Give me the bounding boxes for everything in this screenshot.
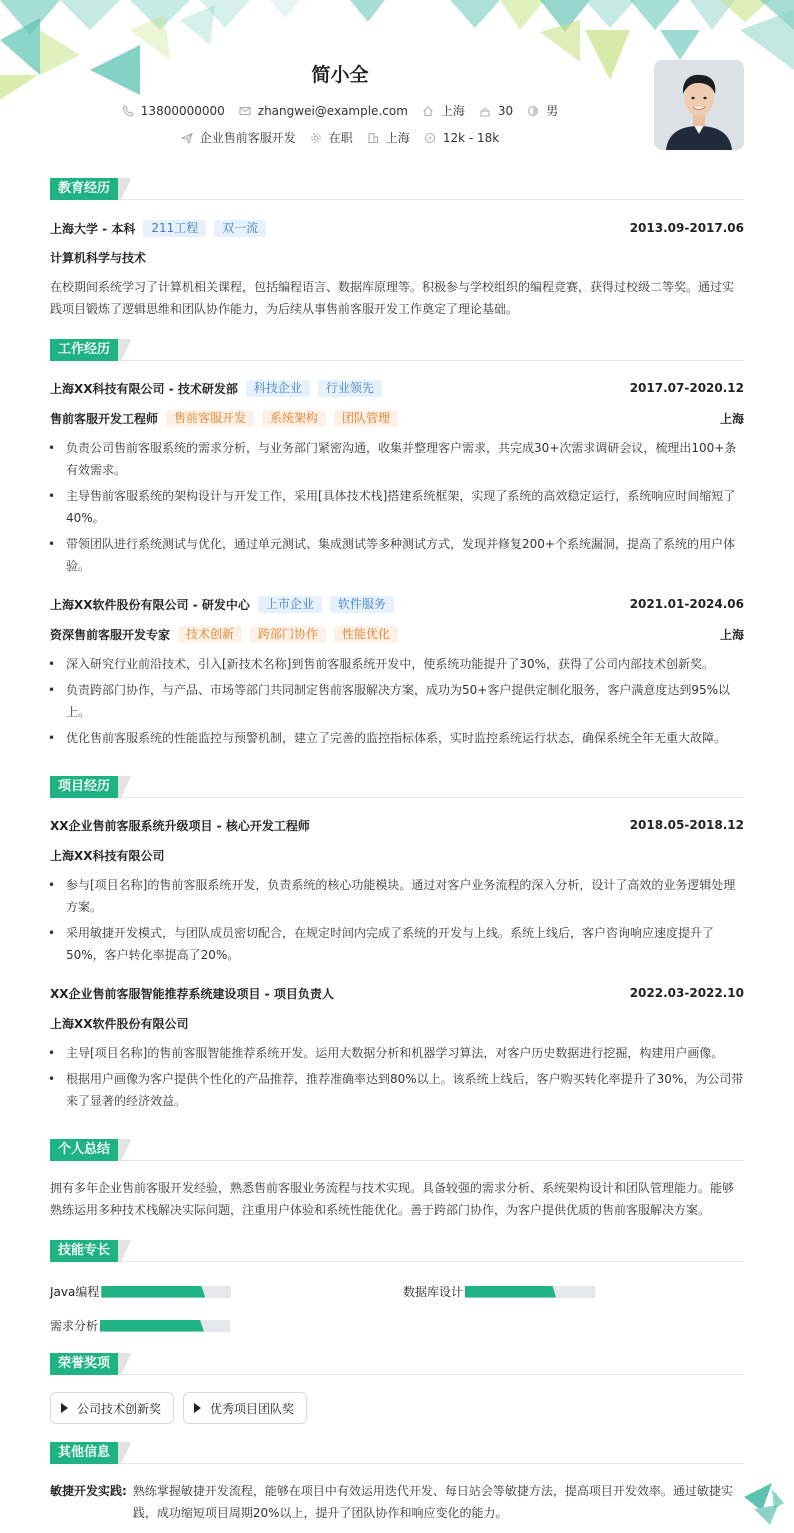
company-name: 上海XX软件股份有限公司 - 研发中心: [50, 597, 250, 612]
list-item: • 负责公司售前客服系统的需求分析，与业务部门紧密沟通，收集并整理客户需求，共完成30+次需求调研会议，梳理出100+条有效需求。: [50, 437, 744, 481]
projects-header: [50, 776, 744, 798]
job-bullets: [50, 437, 744, 581]
awards-header: [50, 1353, 744, 1375]
play-icon: [194, 1403, 201, 1413]
projects-section: [50, 776, 744, 1108]
skill-item: [50, 1317, 230, 1334]
project-bullets: [50, 874, 744, 970]
list-item: • 根据用户画像为客户提供个性化的产品推荐，推荐准确率达到80%以上。该系统上线后，客户购买转化率提升了30%，为公司带来了显著的经济效益。: [50, 1068, 744, 1112]
home-icon: [422, 105, 434, 117]
section-title: 个人总结: [50, 1139, 118, 1161]
list-item: • 负责跨部门协作，与产品、市场等部门共同制定售前客服解决方案，成功为50+客户提供定制化服务，客户满意度达到95%以上。: [50, 679, 744, 723]
building-icon: [367, 132, 379, 144]
other-item: [50, 1480, 744, 1524]
position: 资深售前客服开发专家: [50, 627, 171, 642]
school-tag: 双一流: [214, 220, 266, 237]
skill-item: [50, 1283, 231, 1300]
major: 计算机科学与技术: [50, 250, 147, 265]
skills-header: [50, 1240, 744, 1262]
other-section: [50, 1442, 744, 1520]
work-header: [50, 339, 744, 361]
list-item: • 优化售前客服系统的性能监控与预警机制，建立了完善的监控指标体系，实时监控系统运行状态，确保系统全年无重大故障。: [50, 727, 744, 749]
project-bullets: [50, 1042, 744, 1116]
awards-list: [50, 1392, 744, 1424]
contact-info-row: [0, 102, 680, 119]
list-item: • 主导售前客服系统的架构设计与开发工作，采用[具体技术栈]搭建系统框架，实现了系统的高效稳定运行，系统响应时间缩短了40%。: [50, 485, 744, 529]
list-item: • 带领团队进行系统测试与优化，通过单元测试、集成测试等多种测试方式，发现并修复200+个系统漏洞，提高了系统的用户体验。: [50, 533, 744, 577]
list-item: • 深入研究行业前沿技术，引入[新技术名称]到售前客服系统开发中，使系统功能提升了30%，获得了公司内部技术创新奖。: [50, 653, 744, 675]
position-tag: 售前客服开发: [166, 410, 254, 427]
project-period: 2018.05-2018.12: [629, 818, 744, 832]
cake-icon: [479, 105, 491, 117]
project-company: 上海XX科技有限公司: [50, 848, 165, 863]
decorative-footer-pattern: [744, 1483, 784, 1525]
work-city-info: [367, 129, 410, 146]
skill-bar: [465, 1286, 595, 1298]
phone-number: 13800000000: [140, 103, 225, 118]
position-tag: 技术创新: [178, 626, 242, 643]
gender-info: [527, 102, 558, 119]
job-position-row: [50, 408, 744, 428]
school-name: 上海大学 - 本科: [50, 221, 136, 236]
skill-name: Java编程: [50, 1285, 100, 1299]
gear-icon: [310, 132, 322, 144]
summary-section: [50, 1139, 744, 1217]
section-title: 荣誉奖项: [50, 1353, 118, 1375]
education-period: 2013.09-2017.06: [629, 221, 744, 235]
summary-header: [50, 1139, 744, 1161]
job-period: 2021.01-2024.06: [629, 597, 744, 611]
position-tag: 性能优化: [334, 626, 398, 643]
list-item: • 采用敏捷开发模式，与团队成员密切配合，在规定时间内完成了系统的开发与上线。系统上线后，客户咨询响应速度提升了50%，客户转化率提高了20%。: [50, 922, 744, 966]
city: 上海: [440, 104, 465, 118]
education-header: [50, 178, 744, 200]
award-item: [183, 1392, 307, 1424]
company-name: 上海XX科技有限公司 - 技术研发部: [50, 381, 238, 396]
other-item-value: 熟练掌握敏捷开发流程，能够在项目中有效运用迭代开发、每日站会等敏捷方法，提高项目开发效率。通过敏捷实践，成功缩短项目周期20%以上，提升了团队协作和响应变化的能力。: [132, 1484, 733, 1520]
job-position-row: [50, 624, 744, 644]
skill-bar: [100, 1320, 230, 1332]
expected-salary: 12k - 18k: [442, 130, 500, 145]
skill-name: 数据库设计: [403, 1285, 464, 1299]
work-section: [50, 339, 744, 745]
position-tag: 团队管理: [334, 410, 398, 427]
profile-photo: [654, 60, 744, 150]
other-item-key: 敏捷开发实践:: [50, 1484, 127, 1498]
candidate-name: 简小全: [311, 64, 369, 86]
position: 售前客服开发工程师: [50, 411, 159, 426]
age-info: [479, 104, 513, 118]
award-item: [50, 1392, 174, 1424]
job-location: 上海: [719, 411, 744, 426]
skill-bar-fill: [465, 1286, 556, 1298]
project-row: [50, 815, 744, 835]
award-label: 公司技术创新奖: [77, 1401, 162, 1416]
email-info: [239, 104, 408, 118]
employment-status: 在职: [328, 131, 353, 145]
job-company-row: [50, 378, 744, 398]
education-section: [50, 178, 744, 316]
email-address: zhangwei@example.com: [257, 103, 408, 118]
intent-info: [181, 129, 296, 146]
skill-bar-fill: [100, 1320, 204, 1332]
skill-bar: [101, 1286, 231, 1298]
education-row: [50, 218, 744, 238]
salary-info: [424, 131, 499, 145]
other-header: [50, 1442, 744, 1464]
resume-header: [0, 0, 794, 170]
project-period: 2022.03-2022.10: [629, 986, 744, 1000]
skill-bar-fill: [101, 1286, 205, 1298]
position-tag: 系统架构: [262, 410, 326, 427]
gender-icon: [527, 105, 539, 117]
job-period: 2017.07-2020.12: [629, 381, 744, 395]
project-name: XX企业售前客服系统升级项目 - 核心开发工程师: [50, 818, 310, 833]
job-location: 上海: [719, 627, 744, 642]
skills-section: [50, 1240, 744, 1333]
send-icon: [181, 132, 193, 144]
phone-info: [122, 104, 225, 118]
project-company: 上海XX软件股份有限公司: [50, 1016, 189, 1031]
project-company-row: [50, 845, 744, 865]
section-title: 工作经历: [50, 339, 118, 361]
company-tag: 上市企业: [258, 596, 322, 613]
company-tag: 科技企业: [246, 380, 310, 397]
position-tag: 跨部门协作: [250, 626, 326, 643]
salary-icon: [424, 132, 436, 144]
project-row: [50, 983, 744, 1003]
major-row: [50, 247, 744, 267]
gender: 男: [546, 104, 559, 118]
work-city: 上海: [385, 131, 410, 145]
section-title: 技能专长: [50, 1240, 118, 1262]
job-bullets: [50, 653, 744, 753]
company-tag: 行业领先: [318, 380, 382, 397]
job-intent: 企业售前客服开发: [199, 131, 296, 145]
education-description: 在校期间系统学习了计算机相关课程，包括编程语言、数据库原理等。积极参与学校组织的编程竞赛，获得过校级二等奖。通过实践项目锻炼了逻辑思维和团队协作能力，为后续从事售前客服开发工作奠定了理论基础。: [50, 280, 735, 316]
play-icon: [61, 1403, 68, 1413]
age: 30: [497, 103, 514, 118]
school-tag: 211工程: [143, 220, 206, 237]
awards-section: [50, 1353, 744, 1416]
award-label: 优秀项目团队奖: [210, 1401, 295, 1416]
section-title: 教育经历: [50, 178, 118, 200]
list-item: • 主导[项目名称]的售前客服智能推荐系统开发。运用大数据分析和机器学习算法，对客户历史数据进行挖掘，构建用户画像。: [50, 1042, 744, 1064]
company-tag: 软件服务: [330, 596, 394, 613]
status-info: [310, 129, 353, 146]
mail-icon: [239, 105, 251, 117]
job-intent-row: [0, 129, 680, 146]
skill-name: 需求分析: [50, 1319, 99, 1333]
city-info: [422, 102, 465, 119]
summary-text: 拥有多年企业售前客服开发经验，熟悉售前客服业务流程与技术实现。具备较强的需求分析、系统架构设计和团队管理能力。能够熟练运用多种技术栈解决实际问题，注重用户体验和系统性能优化。善于跨部门协作，为客户提供优质的售前客服解决方案。: [50, 1181, 735, 1217]
section-title: 其他信息: [50, 1442, 118, 1464]
skill-item: [403, 1283, 595, 1300]
phone-icon: [122, 105, 134, 117]
project-company-row: [50, 1013, 744, 1033]
section-title: 项目经历: [50, 776, 118, 798]
project-name: XX企业售前客服智能推荐系统建设项目 - 项目负责人: [50, 986, 334, 1001]
list-item: • 参与[项目名称]的售前客服系统开发，负责系统的核心功能模块。通过对客户业务流程的深入分析，设计了高效的业务逻辑处理方案。: [50, 874, 744, 918]
job-company-row: [50, 594, 744, 614]
